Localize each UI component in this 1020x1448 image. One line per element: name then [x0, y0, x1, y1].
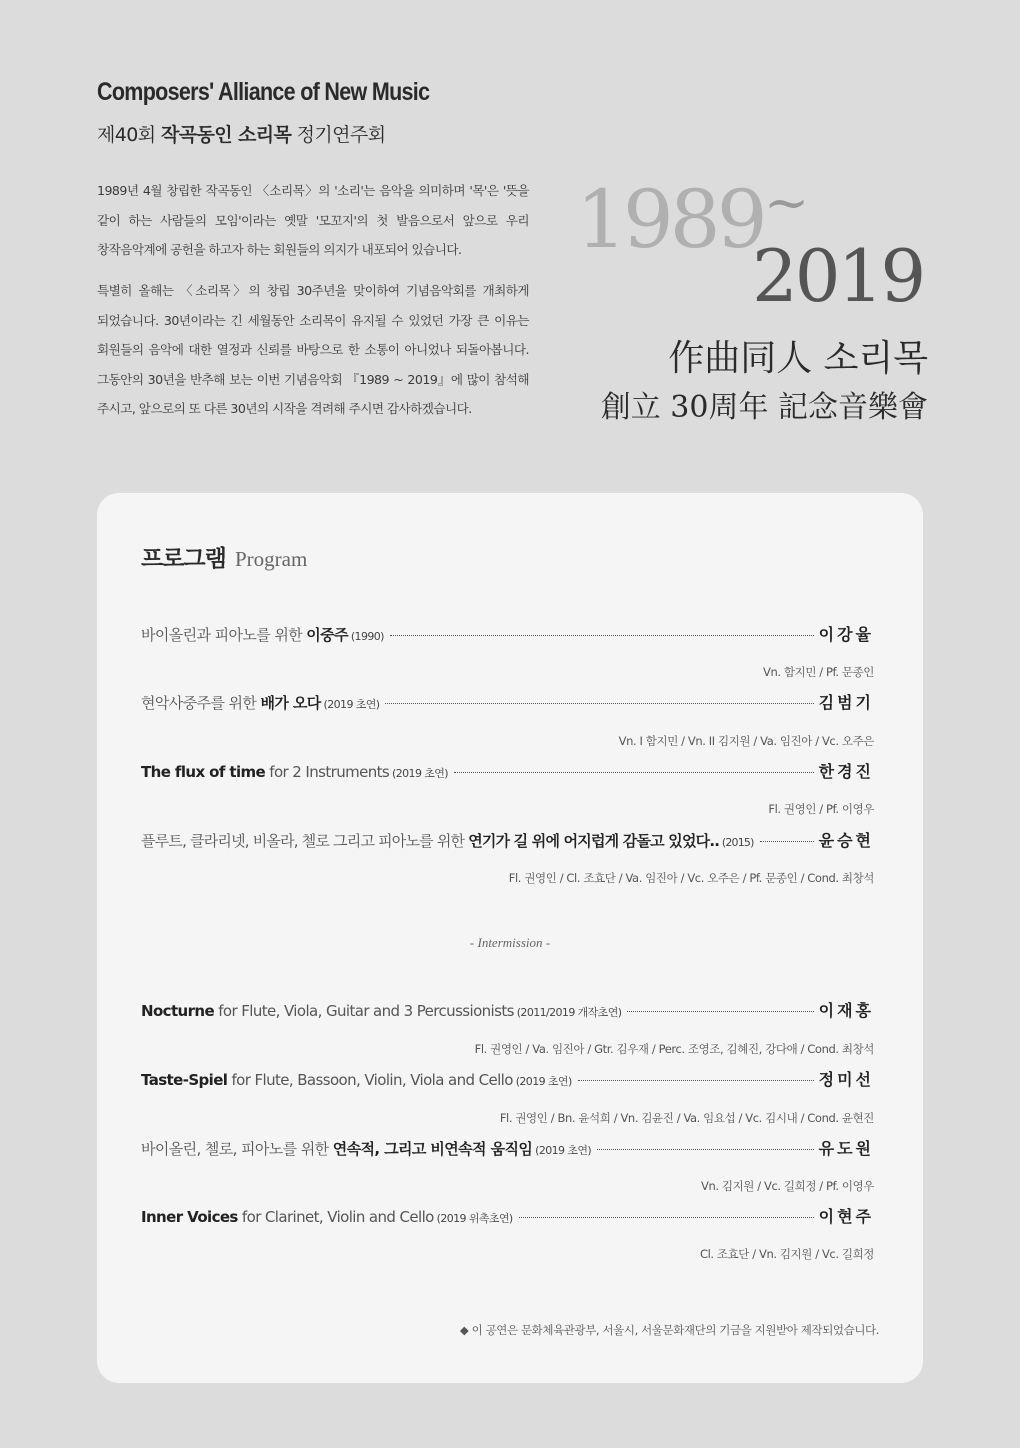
work-title: Nocturne for Flute, Viola, Guitar and 3 Percussionists (2011/2019 개작초연): [141, 1002, 622, 1020]
composer-name: 한경진: [818, 762, 874, 781]
performers: Vn. 함지민 / Pf. 문종인: [763, 665, 874, 679]
program-title: [141, 540, 307, 573]
hero-title-line-1: 作曲同人 소리목: [668, 338, 928, 379]
work-title: 플루트, 클라리넷, 비올라, 첼로 그리고 피아노를 위한 연기가 길 위에 어지럽게 감돌고 있었다.. (2015): [141, 832, 754, 850]
program-title-english: Program: [234, 547, 308, 571]
composer-name: 유도원: [818, 1139, 874, 1158]
performers: Fl. 권영인 / Bn. 윤석희 / Vn. 김윤진 / Va. 임요섭 / Vc. 김시내 / Cond. 윤현진: [499, 1111, 874, 1125]
program-entry: [141, 622, 874, 652]
intro-paragraph-2: 특별히 올해는 〈소리목〉의 창립 30주년을 맞이하여 기념음악회를 개최하게 되었습니다. 30년이라는 긴 세월동안 소리목이 유지될 수 있었던 가장 큰 이유는 회원들의 음악에 대한 열정과 신뢰를 바탕으로 한 소통이 아니었나 되돌아봅니다. 그동안의 30년을 반추해 보는 이번 기념음악회 『1989 ~ 2019』에 많이 참석해 주시고, 앞으로의 또 다른 30년의 시작을 격려해 주시면 감사하겠습니다.: [97, 283, 529, 416]
composer-name: 정미선: [818, 1070, 874, 1089]
program-title-korean: 프로그램: [141, 546, 226, 572]
work-title: The flux of time for 2 Instruments (2019 초연): [141, 763, 448, 781]
dot-leader: [390, 635, 814, 636]
work-title: Taste-Spiel for Flute, Bassoon, Violin, Viola and Cello (2019 초연): [141, 1071, 572, 1089]
program-entry: [141, 1136, 874, 1166]
year-dash: ~: [764, 171, 810, 234]
composer-name: 이재홍: [818, 1001, 874, 1020]
composer-name: 윤승현: [818, 831, 874, 850]
performers: Cl. 조효단 / Vn. 김지원 / Vc. 길희정: [699, 1247, 874, 1261]
performers: Fl. 권영인 / Cl. 조효단 / Va. 임진아 / Vc. 오주은 / Pf. 문종인 / Cond. 최창석: [508, 871, 874, 885]
program-entry: [141, 998, 874, 1028]
year-end: 2019: [752, 234, 924, 318]
composer-name: 이현주: [818, 1207, 874, 1226]
composer-name: 김범기: [818, 693, 874, 712]
subtitle-suffix: 정기연주회: [291, 124, 386, 146]
dot-leader: [578, 1080, 814, 1081]
dot-leader: [519, 1217, 814, 1218]
program-card: [97, 493, 923, 1383]
year-start: 1989: [576, 173, 764, 266]
performers: Vn. I 함지민 / Vn. II 김지원 / Va. 임진아 / Vc. 오주은: [618, 734, 874, 748]
concert-subtitle: [97, 120, 385, 147]
program-entry: [141, 690, 874, 720]
work-title: 바이올린, 첼로, 피아노를 위한 연속적, 그리고 비연속적 움직임 (2019 초연): [141, 1140, 592, 1158]
dot-leader: [597, 1149, 814, 1150]
work-title: Inner Voices for Clarinet, Violin and Cello (2019 위촉초연): [141, 1208, 513, 1226]
hero-title-line-2: 創立 30周年 記念音樂會: [600, 390, 928, 425]
organization-name: Composers' Alliance of New Music: [97, 78, 430, 106]
dot-leader: [454, 772, 814, 773]
program-entry: [141, 759, 874, 789]
subtitle-group-name: 작곡동인 소리목: [160, 124, 292, 146]
composer-name: 이강율: [818, 625, 874, 644]
intro-paragraph-1: 1989년 4월 창립한 작곡동인 〈소리목〉의 '소리'는 음악을 의미하며 '목'은 '뜻을 같이 하는 사람들의 모임'이라는 옛말 '모꼬지'의 첫 발음으로서 앞으로 우리 창작음악계에 공헌을 하고자 하는 회원들의 의지가 내포되어 있습니다.: [97, 183, 529, 257]
intermission-label: - Intermission -: [469, 935, 551, 950]
performers: Fl. 권영인 / Pf. 이영우: [768, 802, 874, 816]
work-title: 바이올린과 피아노를 위한 이중주 (1990): [141, 626, 384, 644]
subtitle-prefix: 제40회: [97, 124, 161, 146]
dot-leader: [627, 1011, 813, 1012]
work-title: 현악사중주를 위한 배가 오다 (2019 초연): [141, 694, 380, 712]
program-entry: [141, 828, 874, 858]
performers: Fl. 권영인 / Va. 임진아 / Gtr. 김우재 / Perc. 조영조, 김혜진, 강다애 / Cond. 최창석: [474, 1042, 874, 1056]
dot-leader: [760, 841, 814, 842]
program-entry: [141, 1204, 874, 1234]
performers: Vn. 김지원 / Vc. 길희정 / Pf. 이영우: [701, 1179, 874, 1193]
program-entry: [141, 1067, 874, 1097]
dot-leader: [385, 703, 813, 704]
funding-footnote: ◆ 이 공연은 문화체육관광부, 서울시, 서울문화재단의 기금을 지원받아 제작되었습니다.: [459, 1323, 879, 1337]
